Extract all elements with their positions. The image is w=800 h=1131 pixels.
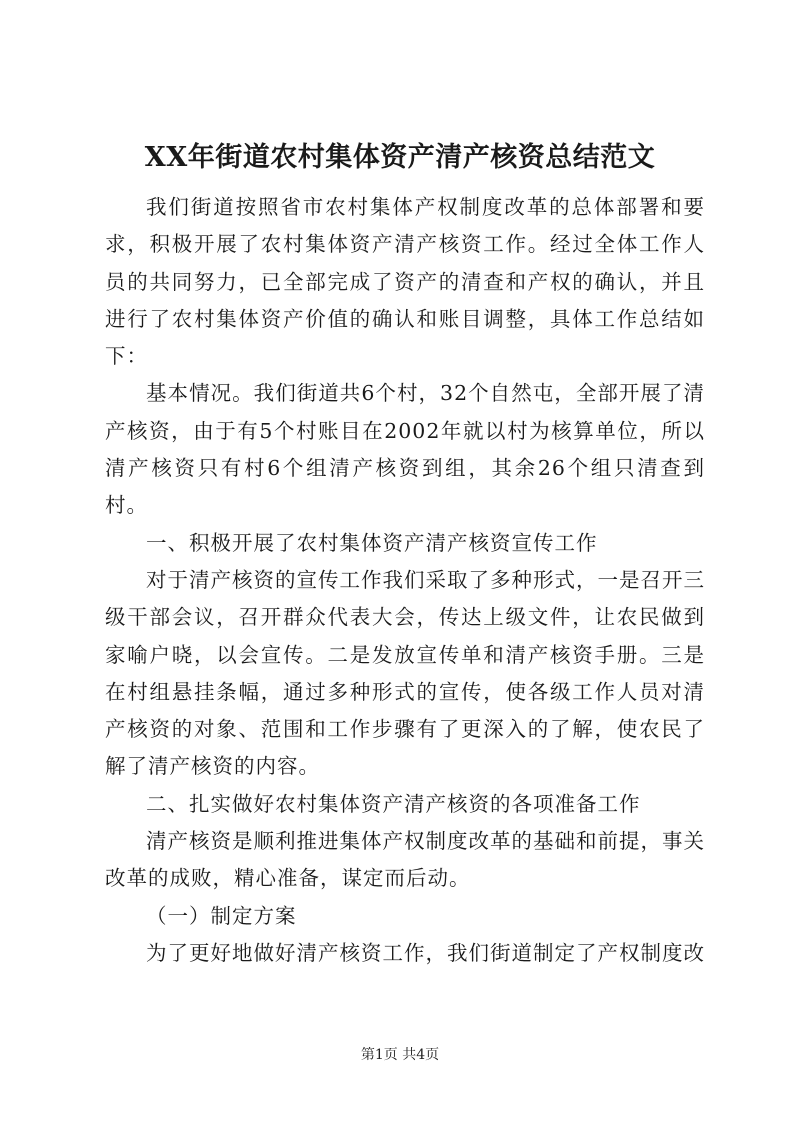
paragraph-intro: 我们街道按照省市农村集体产权制度改革的总体部署和要求，积极开展了农村集体资产清产核资工作。经过全体工作人员的共同努力，已全部完成了资产的清查和产权的确认，并且进行了农村集体资产价值的确认和账目调整，具体工作总结如下： (105, 195, 705, 369)
paragraph-publicity: 对于清产核资的宣传工作我们采取了多种形式，一是召开三级干部会议，召开群众代表大会，传达上级文件，让农民做到家喻户晓，以会宣传。二是发放宣传单和清产核资手册。三是在村组悬挂条幅，通过多种形式的宣传，使各级工作人员对清产核资的对象、范围和工作步骤有了更深入的了解，使农民了解了清产核资的内容。 (105, 567, 705, 779)
paragraph-preparation: 清产核资是顺利推进集体产权制度改革的基础和前提，事关改革的成败，精心准备，谋定而后动。 (105, 829, 705, 891)
subsection-heading-1: （一）制定方案 (146, 903, 297, 928)
page-footer: 第1页 共4页 (360, 1047, 440, 1063)
document-body (105, 189, 705, 972)
section-heading-1: 一、积极开展了农村集体资产清产核资宣传工作 (146, 530, 598, 555)
paragraph-basic-situation: 基本情况。我们街道共6个村，32个自然屯，全部开展了清产核资，由于有5个村账目在2002年就以村为核算单位，所以清产核资只有村6个组清产核资到组，其余26个组只清查到村。 (105, 381, 705, 518)
document-title: XX年街道农村集体资产清产核资总结范文 (144, 142, 656, 173)
paragraph-plan: 为了更好地做好清产核资工作，我们街道制定了产权制度改 (146, 940, 705, 965)
section-heading-2: 二、扎实做好农村集体资产清产核资的各项准备工作 (146, 791, 641, 816)
